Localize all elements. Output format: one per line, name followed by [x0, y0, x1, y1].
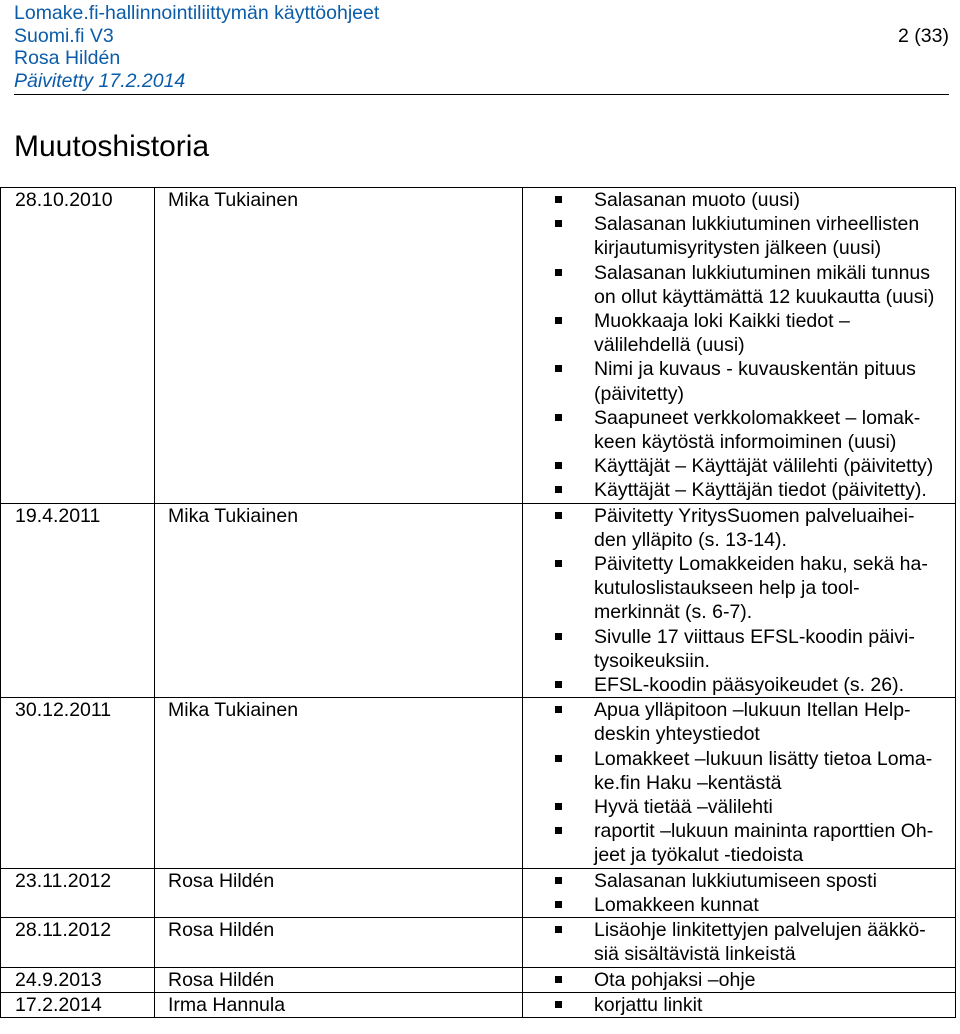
- change-text-line: Lomakkeet –lukuun lisätty tietoa Loma-: [594, 747, 933, 770]
- change-author: Mika Tukiainen: [155, 503, 523, 698]
- list-item: [551, 552, 945, 625]
- list-item: [551, 795, 945, 819]
- list-item: [551, 869, 945, 893]
- change-text-line: (päivitetty): [594, 382, 684, 405]
- change-list: [551, 993, 945, 1017]
- change-text-line: välilehdellä (uusi): [594, 334, 745, 357]
- list-item: [551, 993, 945, 1017]
- change-text-line: den ylläpito (s. 13-14).: [594, 528, 787, 551]
- list-item: [551, 968, 945, 992]
- change-description: [523, 868, 956, 917]
- change-description: [523, 992, 956, 1017]
- change-text-line: kutuloslistaukseen help ja tool-: [594, 577, 860, 600]
- list-item: [551, 309, 945, 357]
- list-item: [551, 454, 945, 478]
- list-item: [551, 673, 945, 697]
- header-service-version: Suomi.fi V3: [14, 24, 114, 47]
- list-item: [551, 747, 945, 795]
- change-date: 23.11.2012: [1, 868, 155, 917]
- change-history-body: [1, 188, 956, 1018]
- list-item: [551, 406, 945, 454]
- document-header: [14, 2, 949, 92]
- change-text-line: Lomakkeen kunnat: [594, 893, 759, 916]
- change-list: [551, 968, 945, 992]
- page-title: Muutoshistoria: [14, 130, 210, 163]
- change-text-line: Salasanan lukkiutuminen virheellisten: [594, 213, 920, 236]
- change-history-table: [0, 187, 956, 1018]
- list-item: [551, 819, 945, 867]
- change-list: [551, 188, 945, 503]
- table-row: [1, 503, 956, 698]
- change-text-line: on ollut käyttämättä 12 kuukautta (uusi): [594, 285, 935, 308]
- change-description: [523, 188, 956, 504]
- change-description: [523, 967, 956, 992]
- change-description: [523, 698, 956, 868]
- change-author: Rosa Hildén: [155, 967, 523, 992]
- page-number: 2 (33): [898, 24, 949, 47]
- change-text-line: kirjautumisyritysten jälkeen (uusi): [594, 237, 882, 260]
- change-text-line: Nimi ja kuvaus - kuvauskentän pituus: [594, 358, 916, 381]
- table-row: [1, 868, 956, 917]
- table-row: [1, 967, 956, 992]
- change-text-line: tysoikeuksiin.: [594, 649, 710, 672]
- change-date: 28.10.2010: [1, 188, 155, 504]
- change-text-line: siä sisältävistä linkeistä: [594, 943, 796, 966]
- change-text-line: Salasanan lukkiutuminen mikäli tunnus: [594, 261, 931, 284]
- change-author: Mika Tukiainen: [155, 188, 523, 504]
- list-item: [551, 478, 945, 502]
- list-item: [551, 357, 945, 405]
- change-author: Rosa Hildén: [155, 868, 523, 917]
- change-list: [551, 869, 945, 917]
- list-item: [551, 188, 945, 212]
- change-description: [523, 918, 956, 967]
- change-text-line: Ota pohjaksi –ohje: [594, 968, 756, 991]
- change-text-line: merkinnät (s. 6-7).: [594, 601, 753, 624]
- change-text-line: Salasanan lukkiutumiseen sposti: [594, 869, 877, 892]
- change-list: [551, 504, 945, 698]
- change-date: 28.11.2012: [1, 918, 155, 967]
- change-list: [551, 918, 945, 966]
- change-text-line: deskin yhteystiedot: [594, 723, 760, 746]
- table-row: [1, 918, 956, 967]
- change-text-line: Käyttäjät – Käyttäjän tiedot (päivitetty).: [594, 479, 927, 502]
- table-row: [1, 188, 956, 504]
- list-item: [551, 261, 945, 309]
- change-date: 30.12.2011: [1, 698, 155, 868]
- change-text-line: Muokkaaja loki Kaikki tiedot –: [594, 310, 850, 333]
- change-text-line: Lisäohje linkitettyjen palvelujen ääkkö-: [594, 919, 926, 942]
- change-text-line: korjattu linkit: [594, 993, 703, 1016]
- change-description: [523, 503, 956, 698]
- list-item: [551, 625, 945, 673]
- header-doc-title: Lomake.fi-hallinnointiliittymän käyttöohjeet: [14, 2, 380, 24]
- list-item: [551, 504, 945, 552]
- change-author: Rosa Hildén: [155, 918, 523, 967]
- header-author: Rosa Hildén: [14, 47, 121, 69]
- change-author: Mika Tukiainen: [155, 698, 523, 868]
- change-text-line: Käyttäjät – Käyttäjät välilehti (päivitetty): [594, 455, 934, 478]
- change-text-line: Saapuneet verkkolomakkeet – lomak-: [594, 406, 921, 429]
- change-text-line: keen käytöstä informoiminen (uusi): [594, 431, 897, 454]
- change-text-line: EFSL-koodin pääsyoikeudet (s. 26).: [594, 674, 905, 697]
- list-item: [551, 212, 945, 260]
- change-text-line: raportit –lukuun maininta raporttien Oh-: [594, 820, 934, 843]
- list-item: [551, 893, 945, 917]
- change-text-line: Päivitetty YritysSuomen palveluaihei-: [594, 504, 915, 527]
- change-text-line: Päivitetty Lomakkeiden haku, sekä ha-: [594, 553, 928, 576]
- change-text-line: Hyvä tietää –välilehti: [594, 796, 773, 819]
- change-text-line: Salasanan muoto (uusi): [594, 189, 800, 211]
- list-item: [551, 698, 945, 746]
- table-row: [1, 992, 956, 1017]
- change-date: 19.4.2011: [1, 503, 155, 698]
- table-row: [1, 698, 956, 868]
- list-item: [551, 918, 945, 966]
- header-divider: [14, 94, 949, 95]
- header-updated-date: Päivitetty 17.2.2014: [14, 69, 186, 92]
- change-text-line: Sivulle 17 viittaus EFSL-koodin päivi-: [594, 625, 915, 648]
- change-text-line: ke.fin Haku –kentästä: [594, 771, 782, 794]
- change-date: 17.2.2014: [1, 992, 155, 1017]
- change-list: [551, 698, 945, 867]
- change-text-line: jeet ja työkalut -tiedoista: [594, 844, 804, 867]
- change-text-line: Apua ylläpitoon –lukuun Itellan Help-: [594, 699, 911, 722]
- change-author: Irma Hannula: [155, 992, 523, 1017]
- change-date: 24.9.2013: [1, 967, 155, 992]
